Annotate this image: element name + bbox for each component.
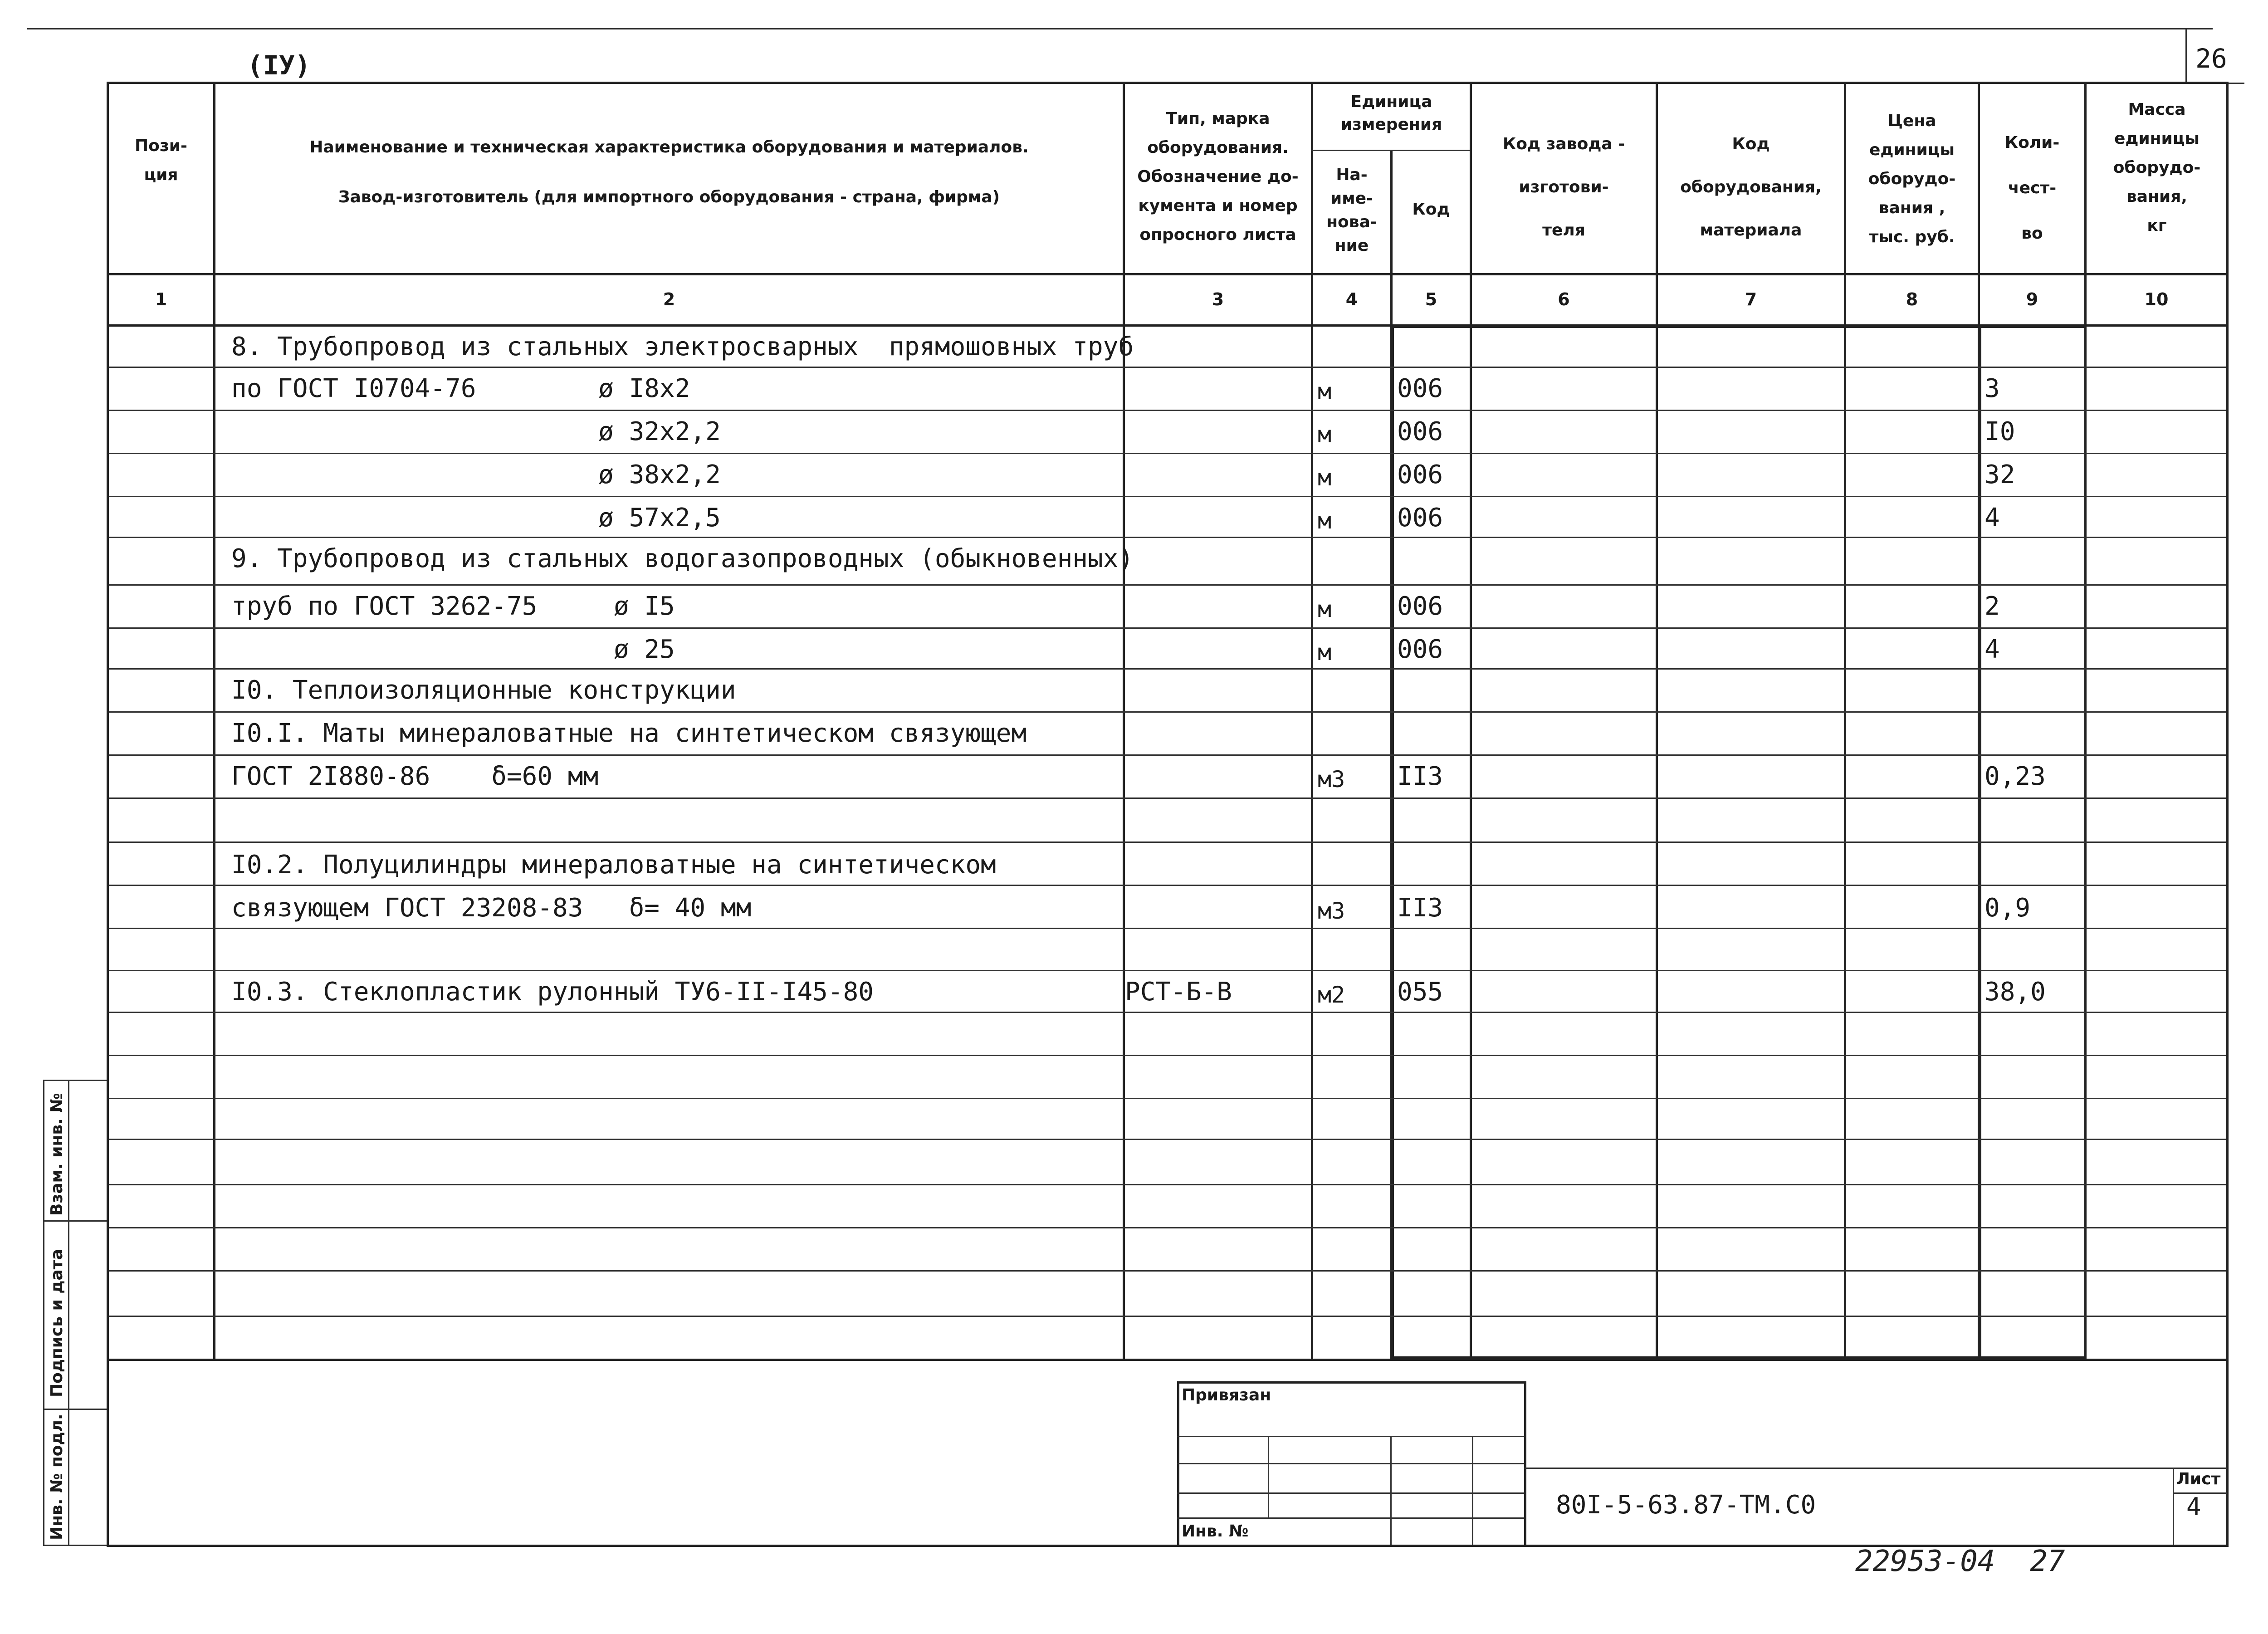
row-code-cell: 006: [1397, 417, 1443, 446]
header-position: Пози- ция: [135, 137, 187, 184]
header-unit-code: Код: [1412, 200, 1450, 219]
side-label-inv: Инв. № подл.: [48, 1414, 66, 1540]
row-name-cell: по ГОСТ I0704-76 ø I8x2: [231, 374, 690, 403]
col-number: 7: [1745, 289, 1757, 309]
header-mass: Масса единицы оборудо- вания, кг: [2113, 100, 2201, 235]
row-name-cell: ø 38x2,2: [231, 460, 721, 489]
row-unit-cell: м2: [1318, 982, 1345, 1008]
row-name-cell: ø 57x2,5: [231, 503, 721, 533]
row-type-cell: РСТ-Б-В: [1125, 977, 1232, 1007]
header-unit: Единица измерения: [1340, 93, 1442, 134]
stamp-inv-no: Инв. №: [1182, 1522, 1249, 1541]
row-unit-cell: м: [1318, 378, 1332, 405]
section-label: (IУ): [247, 50, 311, 81]
handwritten-ref: 22953-04 27: [1855, 1545, 2065, 1578]
row-name-cell: связующем ГОСТ 23208-83 δ= 40 мм: [231, 893, 752, 923]
col-number: 9: [2026, 289, 2038, 309]
row-code-cell: 006: [1397, 374, 1443, 403]
row-qty-cell: 3: [1984, 374, 2000, 403]
col-number: 3: [1212, 289, 1224, 309]
side-label-podpis: Подпись и дата: [48, 1249, 66, 1397]
row-qty-cell: I0: [1984, 417, 2015, 446]
row-name-cell: I0.I. Маты минераловатные на синтетическом связующем: [231, 719, 1027, 748]
row-qty-cell: 32: [1984, 460, 2015, 489]
row-code-cell: 006: [1397, 503, 1443, 533]
header-quantity: Коли- чест- во: [2004, 133, 2060, 243]
row-code-cell: 006: [1397, 460, 1443, 489]
row-name-cell: I0.2. Полуцилиндры минераловатные на синтетическом: [231, 850, 996, 880]
header-unit-name: На- име- нова- ние: [1326, 166, 1377, 255]
row-name-cell: 8. Трубопровод из стальных электросварных прямошовных труб: [231, 332, 1134, 362]
row-name-cell: ГОСТ 2I880-86 δ=60 мм: [231, 762, 599, 791]
row-qty-cell: 0,9: [1984, 893, 2031, 923]
row-unit-cell: м: [1318, 421, 1332, 448]
row-name-cell: I0. Теплоизоляционные конструкции: [231, 675, 736, 705]
row-qty-cell: 38,0: [1984, 977, 2046, 1007]
col-number: 10: [2144, 289, 2169, 309]
header-name: Наименование и техническая характеристика оборудования и материалов. Завод-изготовитель (для импортного оборудования - страна, фирма): [309, 138, 1029, 206]
row-unit-cell: м3: [1318, 898, 1345, 924]
row-code-cell: II3: [1397, 762, 1443, 791]
row-unit-cell: м: [1318, 639, 1332, 665]
page-number: 26: [2195, 43, 2227, 74]
sheet-number: 4: [2186, 1492, 2201, 1521]
row-name-cell: труб по ГОСТ 3262-75 ø I5: [231, 592, 675, 621]
col-number: 4: [1345, 289, 1358, 309]
row-unit-cell: м3: [1318, 766, 1345, 793]
row-qty-cell: 2: [1984, 592, 2000, 621]
row-name-cell: I0.3. Стеклопластик рулонный ТУ6-II-I45-80: [231, 977, 874, 1007]
header-factory-code: Код завода - изготови- теля: [1502, 135, 1625, 240]
row-qty-cell: 4: [1984, 503, 2000, 533]
row-unit-cell: м: [1318, 596, 1332, 622]
col-number: 5: [1425, 289, 1437, 309]
row-code-cell: II3: [1397, 893, 1443, 923]
doc-code: 80I-5-63.87-ТМ.С0: [1556, 1490, 1816, 1520]
row-code-cell: 055: [1397, 977, 1443, 1007]
sheet-label: Лист: [2176, 1470, 2221, 1488]
side-label-vzam: Взам. инв. №: [48, 1093, 66, 1216]
stamp-privyazan: Привязан: [1182, 1386, 1271, 1404]
row-qty-cell: 0,23: [1984, 762, 2046, 791]
row-name-cell: ø 25: [231, 635, 675, 664]
row-code-cell: 006: [1397, 635, 1443, 664]
row-code-cell: 006: [1397, 592, 1443, 621]
header-equipment-code: Код оборудования, материала: [1680, 135, 1822, 240]
row-qty-cell: 4: [1984, 635, 2000, 664]
row-name-cell: 9. Трубопровод из стальных водогазопроводных (обыкновенных): [231, 544, 1134, 573]
col-number: 2: [663, 289, 675, 309]
row-unit-cell: м: [1318, 465, 1332, 491]
table-top-border: [107, 82, 2229, 84]
col-number: 1: [155, 289, 167, 309]
col-number: 6: [1558, 289, 1570, 309]
header-type: Тип, марка оборудования. Обозначение до- кумента и номер опросного листа: [1137, 109, 1299, 244]
col-number: 8: [1906, 289, 1918, 309]
row-unit-cell: м: [1318, 508, 1332, 534]
header-price: Цена единицы оборудо- вания , тыс. руб.: [1868, 112, 1956, 246]
row-name-cell: ø 32x2,2: [231, 417, 721, 446]
